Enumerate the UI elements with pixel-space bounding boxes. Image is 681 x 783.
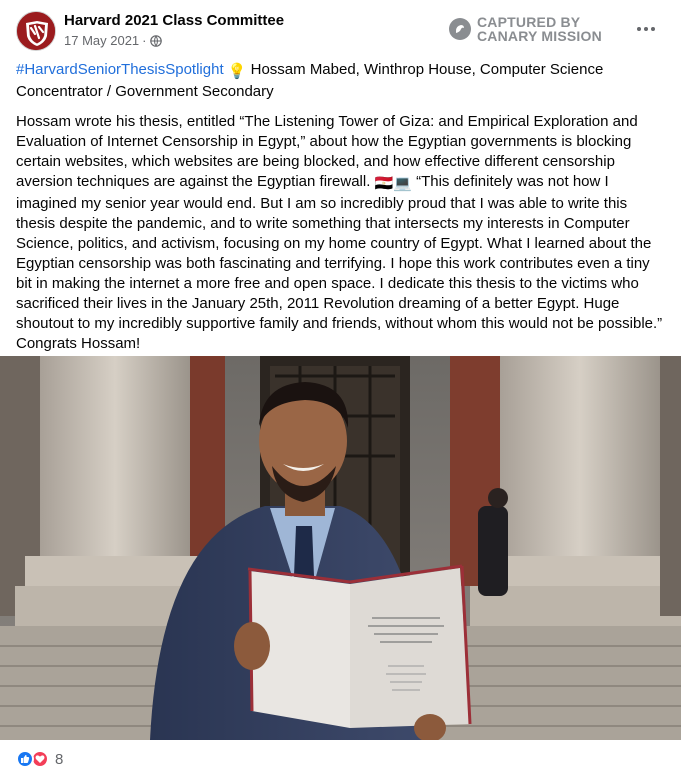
more-options-button[interactable]: [632, 17, 660, 41]
captured-line-2: CANARY MISSION: [477, 28, 602, 44]
bulb-emoji: 💡: [227, 63, 247, 80]
body-text-2: “This definitely was not how I imagined my senior year would end. But I am so incredibly proud that I was able to write this thesis despite the pandemic, and to write something that intersects my interests in Computer Science, politics, and activism, focusing on my home country of Egypt. What I learned about the Egyptian censorship was both fascinating and terrifying. I hope this work contributes even a tiny bit in making the internet a more free and open space. I dedicate this thesis to the victims who sacrificed their lives in the January 25th, 2011 Revolution dreaming of a better Egypt. Huge shoutout to my incredibly supportive family and friends, without whom this would not be possible.” Congrats Hossam!: [16, 173, 663, 352]
body-text-1: Hossam wrote his thesis, entitled “The Listening Tower of Giza: and Empirical Exploration and Evaluation of Internet Censorship in Egypt,” about how the Egyptian governments is blocking certain websites, which websites are being blocked, and how effective different censorship aversion techniques are against the Egyptian firewall.: [16, 113, 638, 190]
post-header: [0, 0, 681, 60]
page-avatar[interactable]: [16, 11, 56, 51]
photo-image: [0, 356, 681, 740]
meta-separator: ·: [142, 33, 147, 48]
post-meta: [64, 33, 162, 48]
captured-text: [477, 15, 602, 43]
page-name[interactable]: Harvard 2021 Class Committee: [64, 12, 285, 29]
post-body: [16, 112, 666, 354]
canary-icon: [449, 18, 471, 40]
more-dot: [644, 27, 648, 31]
intro-text: Hossam Mabed, Winthrop House, Computer Science Concentrator / Government Secondary: [16, 61, 604, 100]
post-photo[interactable]: [0, 356, 681, 740]
globe-icon[interactable]: [150, 35, 162, 47]
reaction-count[interactable]: 8: [55, 750, 64, 768]
reactions-bar[interactable]: [16, 750, 63, 768]
like-icon: [16, 750, 34, 768]
hashtag-link[interactable]: #HarvardSeniorThesisSpotlight: [16, 61, 224, 78]
post-intro: [16, 60, 666, 102]
harvard-shield-icon: [17, 12, 56, 51]
more-dots-icon: [637, 27, 641, 31]
egypt-flag-emoji: 🇪🇬: [374, 175, 394, 192]
captured-line-1: CAPTURED BY: [477, 14, 581, 30]
post-text: [16, 60, 666, 364]
post-date[interactable]: 17 May 2021: [64, 33, 140, 48]
captured-watermark: [449, 15, 602, 43]
more-dot: [651, 27, 655, 31]
laptop-emoji: 💻: [393, 175, 412, 192]
